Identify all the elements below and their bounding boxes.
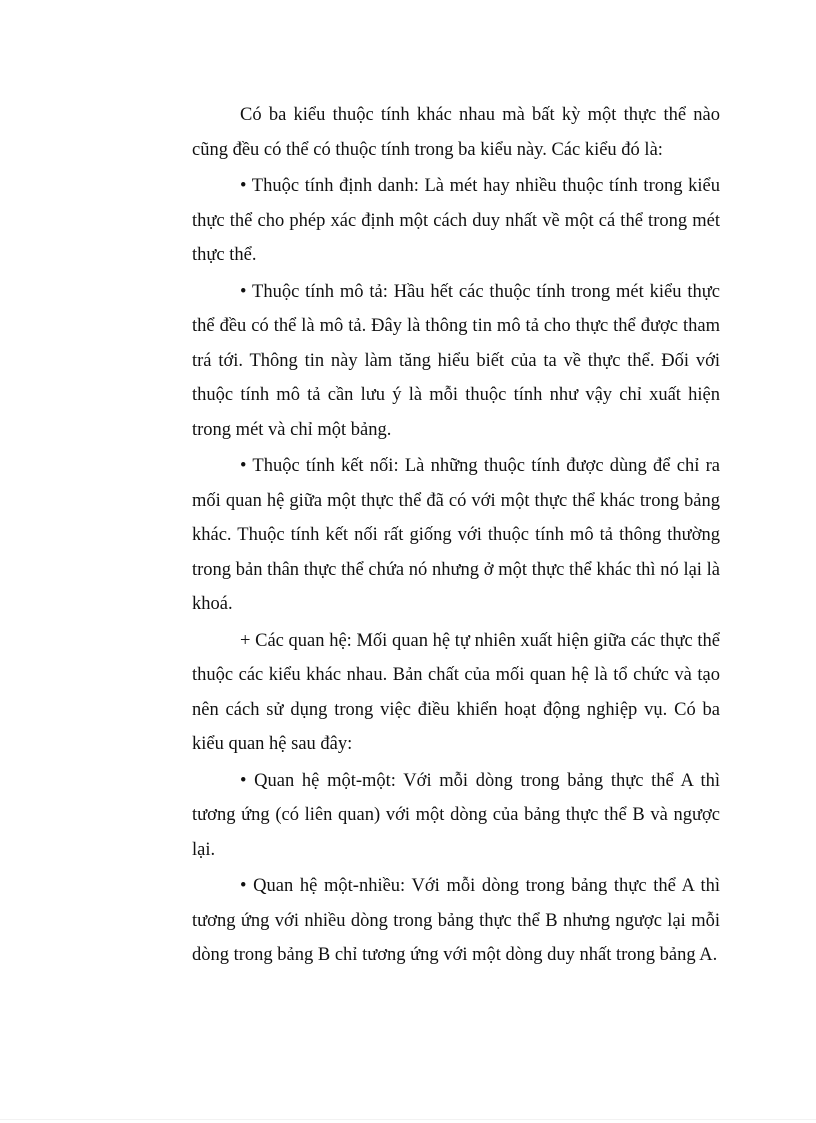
paragraph-one-to-one: • Quan hệ một-một: Với mỗi dòng trong bảng thực thể A thì tương ứng (có liên quan) với một dòng của bảng thực thể B và ngược lại. [192,770,720,860]
document-body [192,98,720,973]
paragraph-descriptive-attribute: • Thuộc tính mô tả: Hầu hết các thuộc tính trong mét kiểu thực thể đều có thể là mô tả. Đây là thông tin mô tả cho thực thể được tham trá tới. Thông tin này làm tăng hiểu biết của ta về thực thể. Đối với thuộc tính mô tả cần lưu ý là mỗi thuộc tính như vậy chỉ xuất hiện trong mét và chỉ một bảng. [192,281,720,440]
paragraph-relationships: + Các quan hệ: Mối quan hệ tự nhiên xuất hiện giữa các thực thể thuộc các kiểu khác nhau. Bản chất của mối quan hệ là tổ chức và tạo nên cách sử dụng trong việc điều khiển hoạt động nghiệp vụ. Có ba kiểu quan hệ sau đây: [192,630,720,754]
paragraph-one-to-many: • Quan hệ một-nhiều: Với mỗi dòng trong bảng thực thể A thì tương ứng với nhiều dòng trong bảng thực thể B nhưng ngược lại mỗi dòng trong bảng B chỉ tương ứng với một dòng duy nhất trong bảng A. [192,876,720,965]
paragraph-identifier-attribute: • Thuộc tính định danh: Là mét hay nhiều thuộc tính trong kiểu thực thể cho phép xác định một cách duy nhất về một cá thể trong mét thực thể. [192,176,720,265]
paragraph-connecting-attribute: • Thuộc tính kết nối: Là những thuộc tính được dùng để chỉ ra mối quan hệ giữa một thực thể đã có với một thực thể khác trong bảng khác. Thuộc tính kết nối rất giống với thuộc tính mô tả thông thường trong bản thân thực thể chứa nó nhưng ở một thực thể khác thì nó lại là khoá. [192,456,720,614]
page-bottom-divider [0,1119,816,1120]
paragraph-intro: Có ba kiểu thuộc tính khác nhau mà bất kỳ một thực thể nào cũng đều có thể có thuộc tính trong ba kiểu này. Các kiểu đó là: [192,105,720,160]
